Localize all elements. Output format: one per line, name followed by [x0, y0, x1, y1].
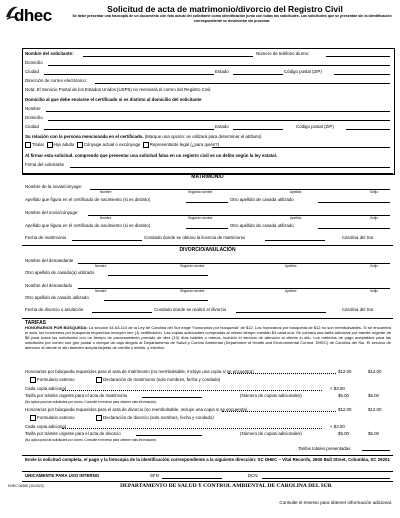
address-label: Domicilio — [25, 60, 43, 65]
state-label: Estado — [215, 69, 229, 74]
marriage-fee-amount: $12.00 — [338, 369, 352, 374]
relation-options — [25, 142, 219, 148]
form-title: Solicitud de acta de matrimonio/divorcio del Registro Civil — [107, 4, 343, 14]
signature-label: Firma del solicitante — [25, 162, 65, 167]
leader-dots — [228, 373, 336, 374]
marriage-county-label: Condado donde se obtuvo la licencia de matrimonio — [144, 235, 246, 240]
checkbox[interactable] — [77, 142, 83, 148]
groom-suffix-caption: Sufijo — [370, 216, 378, 220]
total-fees-field[interactable] — [362, 450, 390, 451]
relation-heading: Su relación con la persona mencionada en el certificado. — [25, 134, 144, 139]
relation-option-self[interactable]: Titular — [25, 142, 44, 147]
email-label: Dirección de correo electrónico: — [25, 78, 87, 83]
divorce-county-field[interactable] — [236, 312, 326, 313]
divider — [22, 455, 393, 456]
defendant-other-field[interactable] — [104, 300, 208, 301]
fees-body: La sección 44-63-110 de la Ley de Carolina del Sur exige "honorarios por búsqueda" de $12. Los honorarios por búsqueda de $12 no son reembolsables. Si se encuentra el acta, los honorarios por búsqueda requeridos incluyen uno (1) certificación. Las copias adicionales compradas al mismo tiempo cuestan $3 cada una. Se cobrará una tarifa adicional por trámite urgente de $5 para todas las solicitudes con un tiempo de procesamiento previsto de diez (10) días hábiles o menos, incluido el servicio de atención al cliente in situ. Los métodos de pago aceptables para las solicitudes por correo son giro postal o cheque de caja dirigido al Departamento de Salud y Control Ambiental (Department of Health and Environmental Control, DHEC) de Carolina del Sur. El servicio de atención al cliente in situ también acepta tarjetas de crédito y débito, y efectivo. — [25, 325, 391, 350]
groom-first-caption: Nombre — [100, 216, 112, 220]
plaintiff-name-field[interactable] — [78, 263, 390, 264]
groom-last-caption: Apellido — [290, 216, 302, 220]
mail-address-field[interactable] — [48, 120, 390, 121]
groom-other-surname-label: Otro apellido de casada utilizado — [230, 223, 294, 228]
relation-option-spouse[interactable]: Cónyuge actual o excónyuge — [77, 142, 141, 147]
plaintiff-other-field[interactable] — [108, 275, 208, 276]
bride-suffix-caption: Sufijo — [370, 190, 378, 194]
divorce-date-label: Fecha de divorcio o anulación — [25, 307, 84, 312]
marriage-date-field[interactable] — [72, 240, 142, 241]
mail-city-field[interactable] — [44, 129, 214, 130]
leader-dots — [62, 428, 322, 429]
affirmation-text: Al firmar esta solicitud, comprendo que presentar una solicitud falsa en un registro civil es un delito según la ley estatal. — [25, 153, 278, 158]
groom-birth-surname-field[interactable] — [186, 228, 228, 229]
groom-birth-surname-label: Apellido que figura en el certificado de nacimiento (si es distinto) — [25, 223, 151, 228]
bride-other-surname-label: Otro apellido de casada utilizado — [230, 197, 294, 202]
plaintiff-label: Nombre del demandante — [25, 258, 74, 263]
checkbox[interactable] — [30, 415, 36, 421]
relation-option-child[interactable]: Hijo adulto — [47, 142, 75, 147]
divorce-rush-label: Tarifa por trámite urgente para el acta de divorcio — [25, 431, 121, 436]
applicant-name-label: Nombre del solicitante: — [25, 51, 74, 56]
defendant-name-field[interactable] — [78, 288, 390, 289]
phone-label: Número de teléfono diurno: — [256, 51, 310, 56]
defendant-other-label: Otro apellido de casado utilizado — [25, 295, 89, 300]
logo-wordmark: dhec — [14, 6, 52, 25]
sfn-label: SFN — [150, 473, 159, 478]
mail-state-label: Estado — [215, 124, 229, 129]
bride-birth-surname-field[interactable] — [186, 202, 228, 203]
checkbox[interactable] — [96, 415, 102, 421]
city-label: Ciudad — [25, 69, 39, 74]
zip-field[interactable] — [334, 74, 390, 75]
divorce-rush-amount: $5.00 — [338, 431, 349, 436]
form-number: DHEC 0636E (10/2023) — [8, 484, 44, 488]
checkbox[interactable] — [47, 142, 53, 148]
city-field[interactable] — [44, 74, 214, 75]
divider — [22, 471, 393, 472]
divorce-title: DIVORCIO/ANULACIÓN — [179, 247, 236, 253]
plaintiff-middle-caption: Segundo nombre — [180, 264, 205, 268]
divorce-long-form-option[interactable]: Formulario extenso — [30, 415, 75, 421]
marriage-declaration-option[interactable]: Declaración de matrimonio (solo nombres, fecha y condado) — [96, 377, 220, 383]
marriage-fee-total: $12.00 — [368, 369, 382, 374]
groom-name-field[interactable] — [88, 215, 390, 216]
bride-middle-caption: Segundo nombre — [188, 190, 213, 194]
marriage-rush-note: (No aplica para las solicitudes por correo. Consulte el reverso para obtener más información) — [25, 400, 157, 404]
defendant-label: Nombre del demandado — [25, 283, 73, 288]
checkbox[interactable] — [25, 142, 31, 148]
divorce-county-label: Condado donde se realizó el divorcio — [154, 307, 227, 312]
divorce-rush-note: (No aplica para las solicitudes por correo. Consulte el reverso para obtener más información) — [25, 438, 157, 442]
bride-last-caption: Apellido — [290, 190, 302, 194]
divider — [22, 481, 393, 482]
marriage-title: MATRIMONIO — [191, 174, 224, 180]
marriage-copies-caption: (Número de copias adicionales) — [240, 393, 302, 398]
divorce-copies-caption: (Número de copias adicionales) — [240, 431, 302, 436]
divorce-extra-copy-label: Cada copia adicional — [25, 424, 66, 429]
applicant-name-field[interactable] — [83, 56, 253, 57]
checkbox[interactable] — [30, 377, 36, 383]
bride-other-surname-field[interactable] — [318, 202, 390, 203]
mail-name-label: Nombre — [25, 106, 41, 111]
checkbox[interactable] — [143, 142, 149, 148]
defendant-suffix-caption: Sufijo — [370, 289, 378, 293]
bride-first-caption: Nombre — [100, 190, 112, 194]
marriage-county-field[interactable] — [265, 240, 325, 241]
bride-name-field[interactable] — [90, 189, 390, 190]
divorce-fee-total: $12.00 — [368, 407, 382, 412]
plaintiff-last-caption: Apellido — [285, 264, 297, 268]
defendant-middle-caption: Segundo nombre — [180, 289, 205, 293]
marriage-extra-copy-amount: × $3.00 — [330, 386, 345, 391]
mail-to-heading: Domicilio al que debe enviarse el certificado si es distinto al domicilio del solicitante — [25, 97, 202, 102]
defendant-first-caption: Nombre — [95, 289, 107, 293]
marriage-rush-amount: $5.00 — [338, 393, 349, 398]
fees-paragraph — [25, 326, 391, 351]
defendant-last-caption: Apellido — [285, 289, 297, 293]
marriage-extra-copy-label: Cada copia adicional — [25, 386, 66, 391]
internal-use-label: UNICAMENTE PARA USO INTERNO — [25, 473, 100, 478]
marriage-search-fee-line: Honorarios por búsqueda requeridos para el acta de matrimonio (no reembolsable, incluye una copia si se encuentra) — [25, 369, 254, 374]
legal-rep-field[interactable] — [212, 147, 390, 148]
state-field[interactable] — [233, 74, 283, 75]
bride-birth-surname-label: Apellido que figura en el certificado de nacimiento (si es distinto) — [25, 197, 151, 202]
leader-dots — [222, 411, 336, 412]
signature-field[interactable] — [70, 167, 390, 168]
id-requirement-note: Se debe presentar una fotocopia de un documento con foto actual del solicitante como identificación junto con todas las solicitudes. Las solicitudes que se presentan sin la identificación correspondiente se devolverán sin procesar. — [72, 14, 392, 23]
send-instructions: Envíe la solicitud completa, el pago y la fotocopia de la identificación correspondiente a la siguiente dirección: SC DHEC – Vital Records, 2600 Bull Street, Columbia, SC 29201 — [25, 457, 390, 462]
plaintiff-other-label: Otro apellido de casado(a) utilizado — [25, 270, 95, 275]
fees-title: TARIFAS — [25, 320, 47, 326]
agency-name: DEPARTAMENTO DE SALUD Y CONTROL AMBIENTAL DE CAROLINA DEL SUR — [120, 483, 332, 489]
groom-label: Nombre del novio/cónyuge: — [25, 210, 79, 215]
divorce-fee-amount: $12.00 — [338, 407, 352, 412]
bride-label: Nombre de la novia/cónyuge: — [25, 184, 83, 189]
divorce-search-fee-line: Honorarios por búsqueda requeridos para el acta de divorcio (no reembolsable, incluye una copia si se encuentra) — [25, 407, 248, 412]
phone-field[interactable] — [326, 56, 390, 57]
relation-option-legal-rep[interactable]: Representante legal (¿para quién?) — [143, 142, 219, 147]
mail-address-label: Domicilio — [25, 115, 43, 120]
relation-line — [25, 134, 262, 139]
address-field[interactable] — [48, 65, 390, 66]
divider — [22, 318, 393, 319]
plaintiff-suffix-caption: Sufijo — [370, 264, 378, 268]
marriage-long-form-option[interactable]: Formulario extenso — [30, 377, 75, 383]
total-fees-label: Tarifas totales presentadas — [298, 446, 351, 451]
marriage-rush-label: Tarifa por trámite urgente para el acta de matrimonio — [25, 393, 128, 398]
divorce-rush-total: $5.00 — [368, 431, 379, 436]
divorce-date-field[interactable] — [92, 312, 152, 313]
mail-name-field[interactable] — [46, 111, 390, 112]
zip-label: Código postal (ZIP) — [284, 69, 322, 74]
marriage-date-label: Fecha de matrimonio — [25, 235, 67, 240]
reverse-note: Consulte el reverso para obtener información adicional. — [279, 500, 392, 505]
relation-hint: (Marque una opción: se utilizará para determinar el atributo) — [144, 134, 262, 139]
divorce-copies-field[interactable] — [136, 435, 202, 436]
dcn-label: DCN — [248, 473, 258, 478]
divider — [22, 245, 393, 246]
marriage-state-value: Carolina del Sur — [342, 235, 374, 240]
leader-dots — [62, 390, 322, 391]
divorce-declaration-option[interactable]: Declaración de divorcio (solo nombres, fecha y condado) — [96, 415, 214, 421]
divorce-state-value: Carolina del Sur — [342, 307, 374, 312]
dcn-field[interactable] — [262, 478, 390, 479]
email-field[interactable] — [95, 83, 390, 84]
mail-zip-field[interactable] — [346, 129, 390, 130]
mail-state-field[interactable] — [233, 129, 283, 130]
marriage-rush-total: $5.00 — [368, 393, 379, 398]
usps-note: Nota: El Servicio Postal de los Estados Unidos (USPS) no reenviará el correo del Registro Civil. — [25, 87, 212, 92]
checkbox[interactable] — [96, 377, 102, 383]
marriage-copies-field[interactable] — [142, 397, 202, 398]
divorce-extra-copy-amount: × $3.00 — [330, 424, 345, 429]
fees-subtitle: HONORARIOS POR BÚSQUEDA: — [25, 325, 88, 330]
sfn-field[interactable] — [162, 478, 222, 479]
groom-other-surname-field[interactable] — [318, 228, 390, 229]
plaintiff-first-caption: Nombre — [95, 264, 107, 268]
mail-city-label: Ciudad — [25, 124, 39, 129]
groom-middle-caption: Segundo nombre — [188, 216, 213, 220]
mail-zip-label: Código postal (ZIP) — [296, 124, 334, 129]
